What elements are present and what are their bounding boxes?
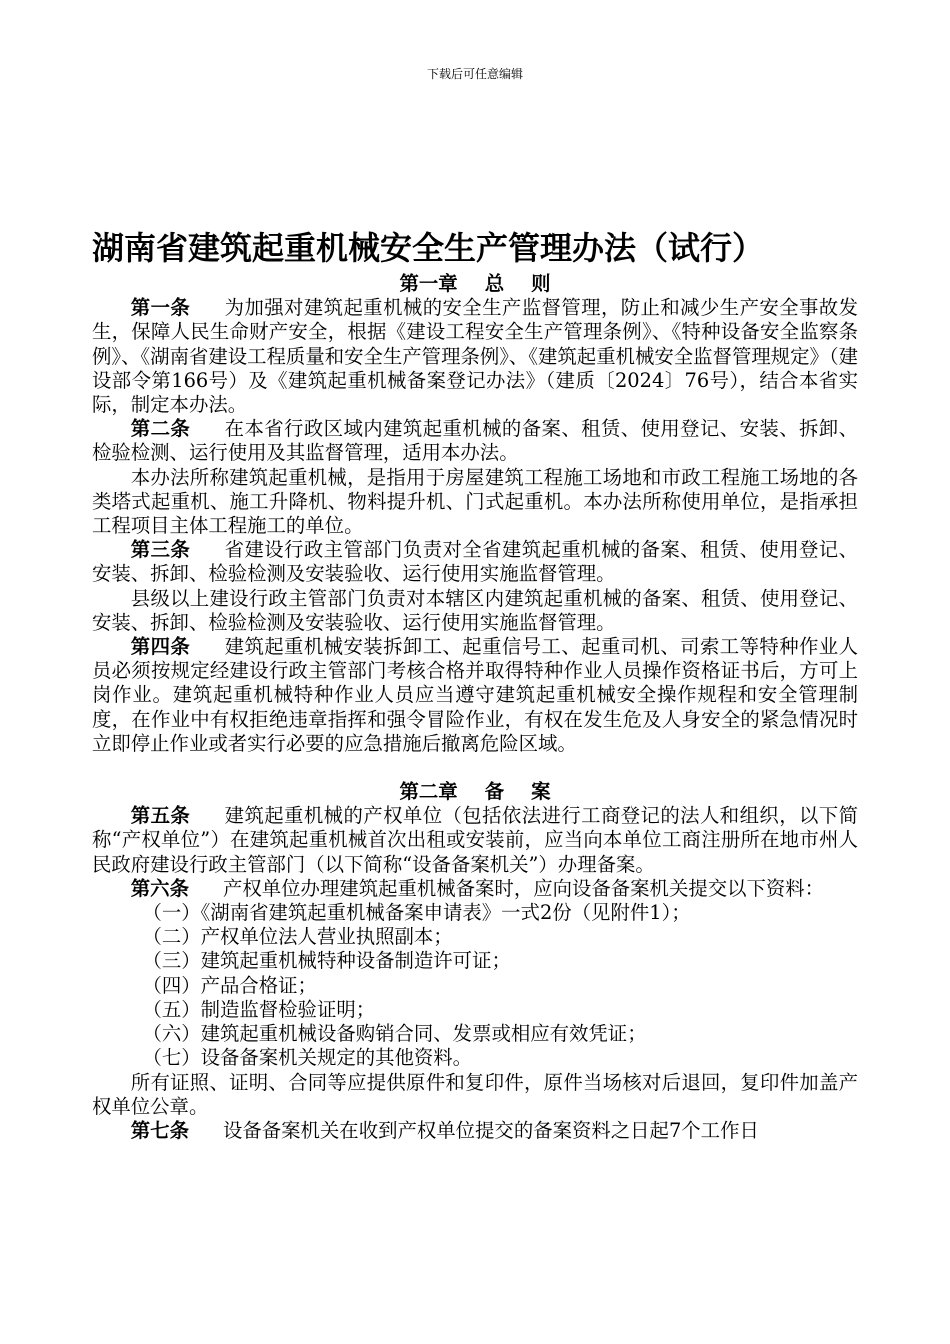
- article-paragraph: [92, 804, 858, 877]
- article-number: 第一条: [130, 296, 191, 320]
- chapter-heading: 第一章 总 则: [399, 272, 551, 295]
- chapter-heading: 第二章 备 案: [399, 780, 551, 804]
- article-paragraph: [92, 538, 858, 586]
- document-body: [92, 272, 858, 1143]
- article-number: 第五条: [130, 804, 191, 828]
- article-text: 产权单位办理建筑起重机械备案时，应向设备备案机关提交以下资料：: [222, 876, 825, 900]
- paragraph: 县级以上建设行政主管部门负责对本辖区内建筑起重机械的备案、租赁、使用登记、安装、拆卸、检验检测及安装验收、运行使用实施监督管理。: [92, 586, 858, 634]
- article-text: 为加强对建筑起重机械的安全生产监督管理，防止和减少生产安全事故发生，保障人民生命财产安全，根据《建设工程安全生产管理条例》、《特种设备安全监察条例》、《湖南省建设工程质量和安全生产管理条例》、《建筑起重机械安全监督管理规定》（建设部令第166号）及《建筑起重机械备案登记办法》（建质〔2024〕76号），结合本省实际，制定本办法。: [92, 296, 859, 417]
- article-text: 建筑起重机械安装拆卸工、起重信号工、起重司机、司索工等特种作业人员必须按规定经建设行政主管部门考核合格并取得特种作业人员操作资格证书后，方可上岗作业。建筑起重机械特种作业人员应当遵守建筑起重机械安全操作规程和安全管理制度，在作业中有权拒绝违章指挥和强令冒险作业，有权在发生危及人身安全的紧急情况时立即停止作业或者实行必要的应急措施后撤离危险区域。: [92, 635, 859, 755]
- article-text: 省建设行政主管部门负责对全省建筑起重机械的备案、租赁、使用登记、安装、拆卸、检验检测及安装验收、运行使用实施监督管理。: [92, 538, 859, 586]
- paragraph: 本办法所称建筑起重机械，是指用于房屋建筑工程施工场地和市政工程施工场地的各类塔式起重机、施工升降机、物料提升机、门式起重机。本办法所称使用单位，是指承担工程项目主体工程施工的单位。: [92, 465, 858, 538]
- list-item: （七）设备备案机关规定的其他资料。: [142, 1046, 473, 1070]
- article-text: 在本省行政区域内建筑起重机械的备案、租赁、使用登记、安装、拆卸、检验检测、运行使用及其监督管理，适用本办法。: [92, 417, 859, 465]
- article-number: 第二条: [130, 417, 191, 441]
- list-item: （四）产品合格证；: [142, 973, 317, 997]
- list-item: （二）产权单位法人营业执照副本；: [142, 925, 453, 949]
- list-item: （六）建筑起重机械设备购销合同、发票或相应有效凭证；: [142, 1022, 647, 1046]
- article-paragraph: [92, 877, 858, 901]
- document-title: 湖南省建筑起重机械安全生产管理办法（试行）: [92, 229, 765, 267]
- list-item: （一）《湖南省建筑起重机械备案申请表》一式2份（见附件1）；: [142, 901, 691, 925]
- article-paragraph: [92, 296, 858, 417]
- article-paragraph: [92, 417, 858, 465]
- article-number: 第四条: [130, 635, 191, 659]
- article-number: 第六条: [130, 876, 189, 900]
- list-item: （五）制造监督检验证明；: [142, 997, 376, 1021]
- article-paragraph: [92, 635, 858, 756]
- article-text: 建筑起重机械的产权单位（包括依法进行工商登记的法人和组织，以下简称“产权单位”）在建筑起重机械首次出租或安装前，应当向本单位工商注册所在地市州人民政府建设行政主管部门（以下简称“设备备案机关”）办理备案。: [92, 804, 859, 876]
- paragraph: 所有证照、证明、合同等应提供原件和复印件，原件当场核对后退回，复印件加盖产权单位公章。: [92, 1070, 858, 1118]
- article-number: 第七条: [130, 1118, 189, 1142]
- article-text: 设备备案机关在收到产权单位提交的备案资料之日起7个工作日: [222, 1118, 759, 1142]
- header-note: 下载后可任意编辑: [426, 67, 523, 81]
- article-paragraph: [92, 1119, 858, 1143]
- list-item: （三）建筑起重机械特种设备制造许可证；: [142, 949, 511, 973]
- article-number: 第三条: [130, 538, 191, 562]
